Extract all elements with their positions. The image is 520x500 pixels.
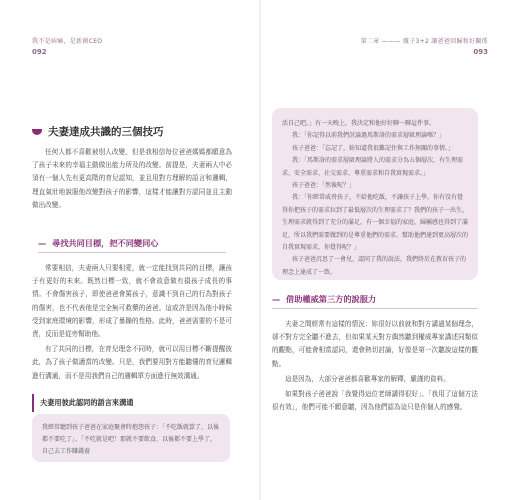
callout-text: 我經常聽到孩子爸爸在家庭聚會時抱怨孩子：「不吃飯就算了，以後都不要吃了」、「不吃就是吧！那就不要飲食，以後都不要上學了，自己去工作賺錢養 <box>42 424 220 455</box>
subsection-title-1-text: 尋找共同目標，把不同變同心 <box>52 238 159 248</box>
page-number-right: 093 <box>473 48 488 56</box>
dialog-line: 孩子爸爸：「忘記了，妳知道我很難記住與工作無關的事情。」 <box>292 144 455 152</box>
intro-body <box>32 146 232 214</box>
dash-icon: — <box>272 294 281 304</box>
paragraph: 這是因為，大部分爸爸都喜歡專家的解釋，嚴謹的資料。 <box>285 374 450 383</box>
running-head-left: 我不是病痛，是新創CEO <box>32 38 103 45</box>
paragraph: 夫妻之間經常有這樣的情況：妳很好以前就和對方講過某個理念，卻不對方完全聽不進去，但如果某天對方偶然聽到權威專家講述同類似的觀點，可能會相當認同，還會熱切討論，好像是第一次聽說這樣的觀點。 <box>272 320 478 368</box>
subsection-title-2 <box>272 294 376 305</box>
dialog-line: 孩子爸爸：「然後呢？」 <box>292 182 356 190</box>
subsection-rule-2 <box>272 308 478 309</box>
subsection-title-1 <box>38 238 159 249</box>
paragraph: 如果對孩子爸爸說「我覺得這位老師講得很好」、「我用了這個方法很有效」，他們可能不願意聽，因為他們認為這只是你個人的感覺。 <box>272 390 478 412</box>
subsection-1-body <box>32 262 232 385</box>
callout-box <box>32 414 230 462</box>
paragraph: 任何人都不喜歡被別人改變，但是我相信每位爸爸媽媽都願意為了孩子未來的幸福主動做出能力所及的改變。前提是，夫妻兩人中必須有一個人先有更高階的育兒認知，並且用對方理解的語言和邏輯，理直氣壯地說服他改變對孩子的影響，這樣才能讓對方認同並且主動做出改變。 <box>32 148 232 209</box>
dialog-line: 我：「你經常威脅孩子，不給他吃飯，不讓孩子上學，你有沒有覺得你把孩子的需求拉到了最低層次的生理需求了？我們的孩子一出生，生理需求就得到了充分的滿足，有一個幸福的家庭，歸屬感也得到了滿足，所以我們需要做到的是尊重他們的需求，幫助他們達到更高層次的自我實現需求，你覺得呢？」 <box>282 194 469 252</box>
dialog-box <box>272 108 478 280</box>
paragraph: 常要相信，夫妻兩人只要相愛，就一定能找到共同的目標，讓孩子有更好的未來。既然目標一致，就不會故意做有損孩子成長的事情。不會傷害孩子，即使爸爸會罵孩子，意識不到自己的行為對孩子的傷害，也不代表他是完全無可救藥的爸爸。這或許是因為他小時候受到家庭環境的影響，形成了暴躁的性格。此時，爸爸需要的不是可責，反而是從旁幫助他。 <box>32 264 232 339</box>
running-head-right: 第二章 ——— 親子3+2 讓爸爸回歸和好關係 <box>360 38 488 45</box>
section-title-text: 夫妻達成共識的三個技巧 <box>48 126 164 138</box>
bowl-icon <box>32 129 42 135</box>
dialog-line: 活自己吧。」有一天晚上，我決定和他好好聊一聊這件事。 <box>282 120 436 127</box>
dialog-line: 我：「馬斯洛的需求層級理論將人的需求分為五個層次，有生理需求、安全需求、社交需求、尊重需求和自我實現需求。」 <box>282 157 464 177</box>
paragraph: 有了共同的目標，在育兒理念不同時，就可以用目標不斷提醒彼此，為了孩子做適當的改變。只是，我們要用對方能聽懂的育兒邏輯進行溝通，而不是用我們自己的邏輯單方面進行無效溝通。 <box>32 345 232 380</box>
subsection-2-body <box>272 318 478 416</box>
page-number-left: 092 <box>32 48 47 56</box>
subsection-title-2-text: 借助權威第三方的說服力 <box>286 294 377 304</box>
section-title <box>32 124 164 139</box>
subsection-rule-1 <box>38 252 226 253</box>
dialog-line: 孩子爸爸沉思了一會兒，認同了我的說法，我們終於在教育孩子的理念上達成了一致。 <box>282 256 467 276</box>
dialog-line: 我：「你記得以前我們討論過馬斯洛的需求層級理論嗎？」 <box>292 132 446 140</box>
callout-title: 夫妻用彼此認同的語言來溝通 <box>32 394 230 412</box>
dash-icon: — <box>38 238 47 248</box>
